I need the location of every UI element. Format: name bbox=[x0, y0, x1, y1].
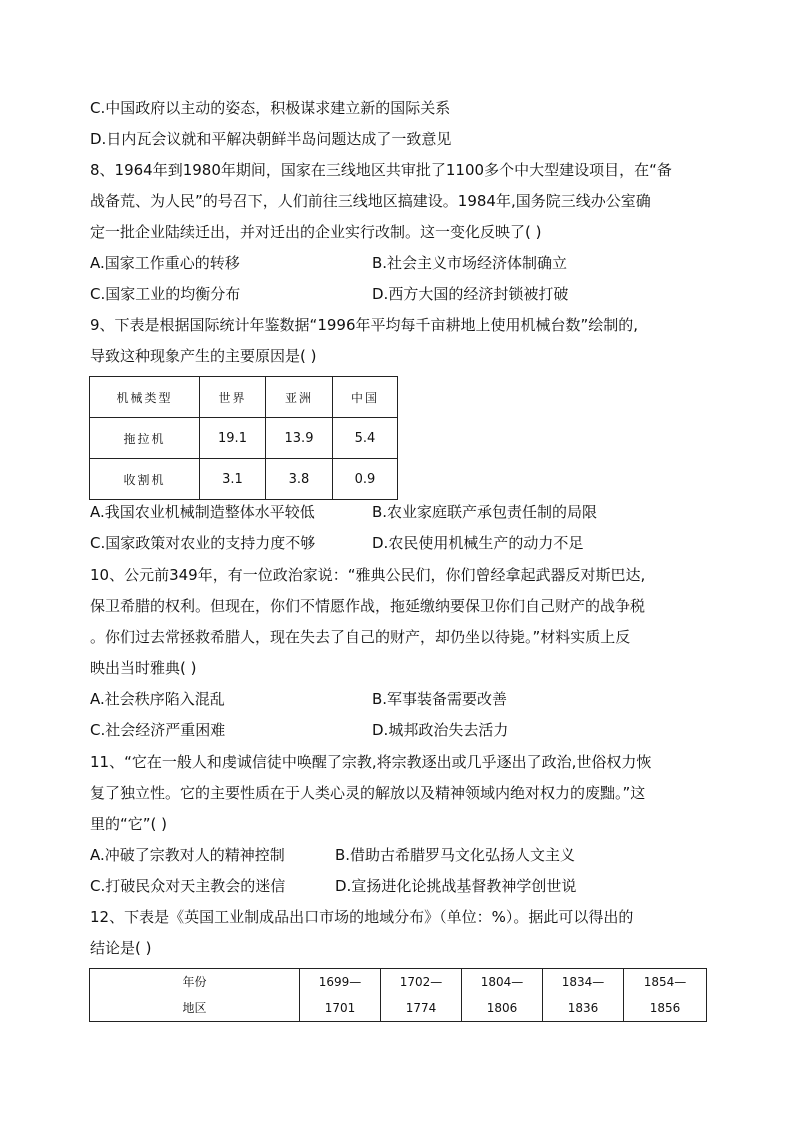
q11-option-c: C.打破民众对天主教会的迷信 bbox=[90, 877, 286, 895]
q10-stem-line-1: 10、公元前349年，有一位政治家说：“雅典公民们，你们曾经拿起武器反对斯巴达, bbox=[90, 566, 646, 584]
q11-stem-line-3: 里的“它”( ) bbox=[90, 815, 168, 833]
q10-option-c: C.社会经济严重困难 bbox=[90, 721, 226, 739]
period-cell bbox=[462, 969, 543, 1022]
q11-option-b: B.借助古希腊罗马文化弘扬人文主义 bbox=[335, 846, 576, 864]
q10-option-d: D.城邦政治失去活力 bbox=[372, 721, 509, 739]
table-header-cell: 中国 bbox=[333, 377, 398, 418]
period-end: 1774 bbox=[405, 1001, 437, 1015]
q11-option-a: A.冲破了宗教对人的精神控制 bbox=[90, 846, 285, 864]
q9-stem-line-1: 9、下表是根据国际统计年鉴数据“1996年平均每千亩耕地上使用机械台数”绘制的, bbox=[90, 316, 639, 334]
table-cell: 拖拉机 bbox=[90, 418, 200, 459]
q9-option-d: D.农民使用机械生产的动力不足 bbox=[372, 534, 584, 552]
q8-option-b: B.社会主义市场经济体制确立 bbox=[372, 254, 568, 272]
q11-stem-line-2: 复了独立性。它的主要性质在于人类心灵的解放以及精神领域内绝对权力的废黜。”这 bbox=[90, 784, 646, 802]
period-end: 1701 bbox=[324, 1001, 356, 1015]
q8-stem-line-2: 战备荒、为人民”的号召下，人们前往三线地区搞建设。1984年,国务院三线办公室确 bbox=[90, 192, 651, 210]
q10-stem-line-4: 映出当时雅典( ) bbox=[90, 659, 197, 677]
q8-option-c: C.国家工业的均衡分布 bbox=[90, 285, 241, 303]
q9-option-a: A.我国农业机械制造整体水平较低 bbox=[90, 503, 315, 521]
table-cell: 3.1 bbox=[200, 459, 266, 500]
period-cell bbox=[300, 969, 381, 1022]
table-header-cell: 世界 bbox=[200, 377, 266, 418]
table-cell: 0.9 bbox=[333, 459, 398, 500]
period-cell bbox=[624, 969, 707, 1022]
q8-option-d: D.西方大国的经济封锁被打破 bbox=[372, 285, 569, 303]
q8-stem-line-1: 8、1964年到1980年期间，国家在三线地区共审批了1100多个中大型建设项目，在“备 bbox=[90, 161, 672, 179]
table-cell: 19.1 bbox=[200, 418, 266, 459]
q12-stem-line-2: 结论是( ) bbox=[90, 939, 152, 957]
table-header-cell: 机械类型 bbox=[90, 377, 200, 418]
q11-stem-line-1: 11、“它在一般人和虔诚信徒中唤醒了宗教,将宗教逐出或几乎逐出了政治,世俗权力恢 bbox=[90, 753, 652, 771]
q11-option-d: D.宣扬进化论挑战基督教神学创世说 bbox=[335, 877, 577, 895]
period-end: 1856 bbox=[649, 1001, 681, 1015]
table-cell: 13.9 bbox=[266, 418, 333, 459]
period-end: 1806 bbox=[486, 1001, 518, 1015]
q7-option-c: C.中国政府以主动的姿态，积极谋求建立新的国际关系 bbox=[90, 99, 451, 117]
q9-option-c: C.国家政策对农业的支持力度不够 bbox=[90, 534, 316, 552]
table-header-row bbox=[90, 969, 707, 1022]
year-label: 年份 bbox=[182, 975, 207, 989]
table-row bbox=[90, 459, 398, 500]
table-cell: 收割机 bbox=[90, 459, 200, 500]
machinery-table bbox=[89, 376, 398, 500]
period-start: 1804— bbox=[480, 975, 524, 989]
period-end: 1836 bbox=[567, 1001, 599, 1015]
table-header-cell: 亚洲 bbox=[266, 377, 333, 418]
q9-option-b: B.农业家庭联产承包责任制的局限 bbox=[372, 503, 598, 521]
q8-stem-line-3: 定一批企业陆续迁出，并对迁出的企业实行改制。这一变化反映了( ) bbox=[90, 223, 542, 241]
q9-stem-line-2: 导致这种现象产生的主要原因是( ) bbox=[90, 347, 317, 365]
table-cell: 5.4 bbox=[333, 418, 398, 459]
period-start: 1699— bbox=[318, 975, 362, 989]
region-label: 地区 bbox=[182, 1001, 207, 1015]
table-row bbox=[90, 418, 398, 459]
q8-option-a: A.国家工作重心的转移 bbox=[90, 254, 240, 272]
q12-stem-line-1: 12、下表是《英国工业制成品出口市场的地域分布》（单位：%）。据此可以得出的 bbox=[90, 908, 634, 926]
q10-stem-line-2: 保卫希腊的权利。但现在，你们不情愿作战，拖延缴纳要保卫你们自己财产的战争税 bbox=[90, 597, 646, 615]
period-start: 1702— bbox=[399, 975, 443, 989]
q10-option-a: A.社会秩序陷入混乱 bbox=[90, 690, 225, 708]
period-cell bbox=[381, 969, 462, 1022]
table-header-row bbox=[90, 377, 398, 418]
period-cell bbox=[543, 969, 624, 1022]
q10-stem-line-3: 。你们过去常拯救希腊人，现在失去了自己的财产，却仍坐以待毙。”材料实质上反 bbox=[90, 628, 631, 646]
period-start: 1834— bbox=[561, 975, 605, 989]
export-market-table bbox=[89, 968, 707, 1022]
q7-option-d: D.日内瓦会议就和平解决朝鲜半岛问题达成了一致意见 bbox=[90, 130, 452, 148]
period-start: 1854— bbox=[643, 975, 687, 989]
table-corner-cell bbox=[90, 969, 300, 1022]
q10-option-b: B.军事装备需要改善 bbox=[372, 690, 508, 708]
table-cell: 3.8 bbox=[266, 459, 333, 500]
